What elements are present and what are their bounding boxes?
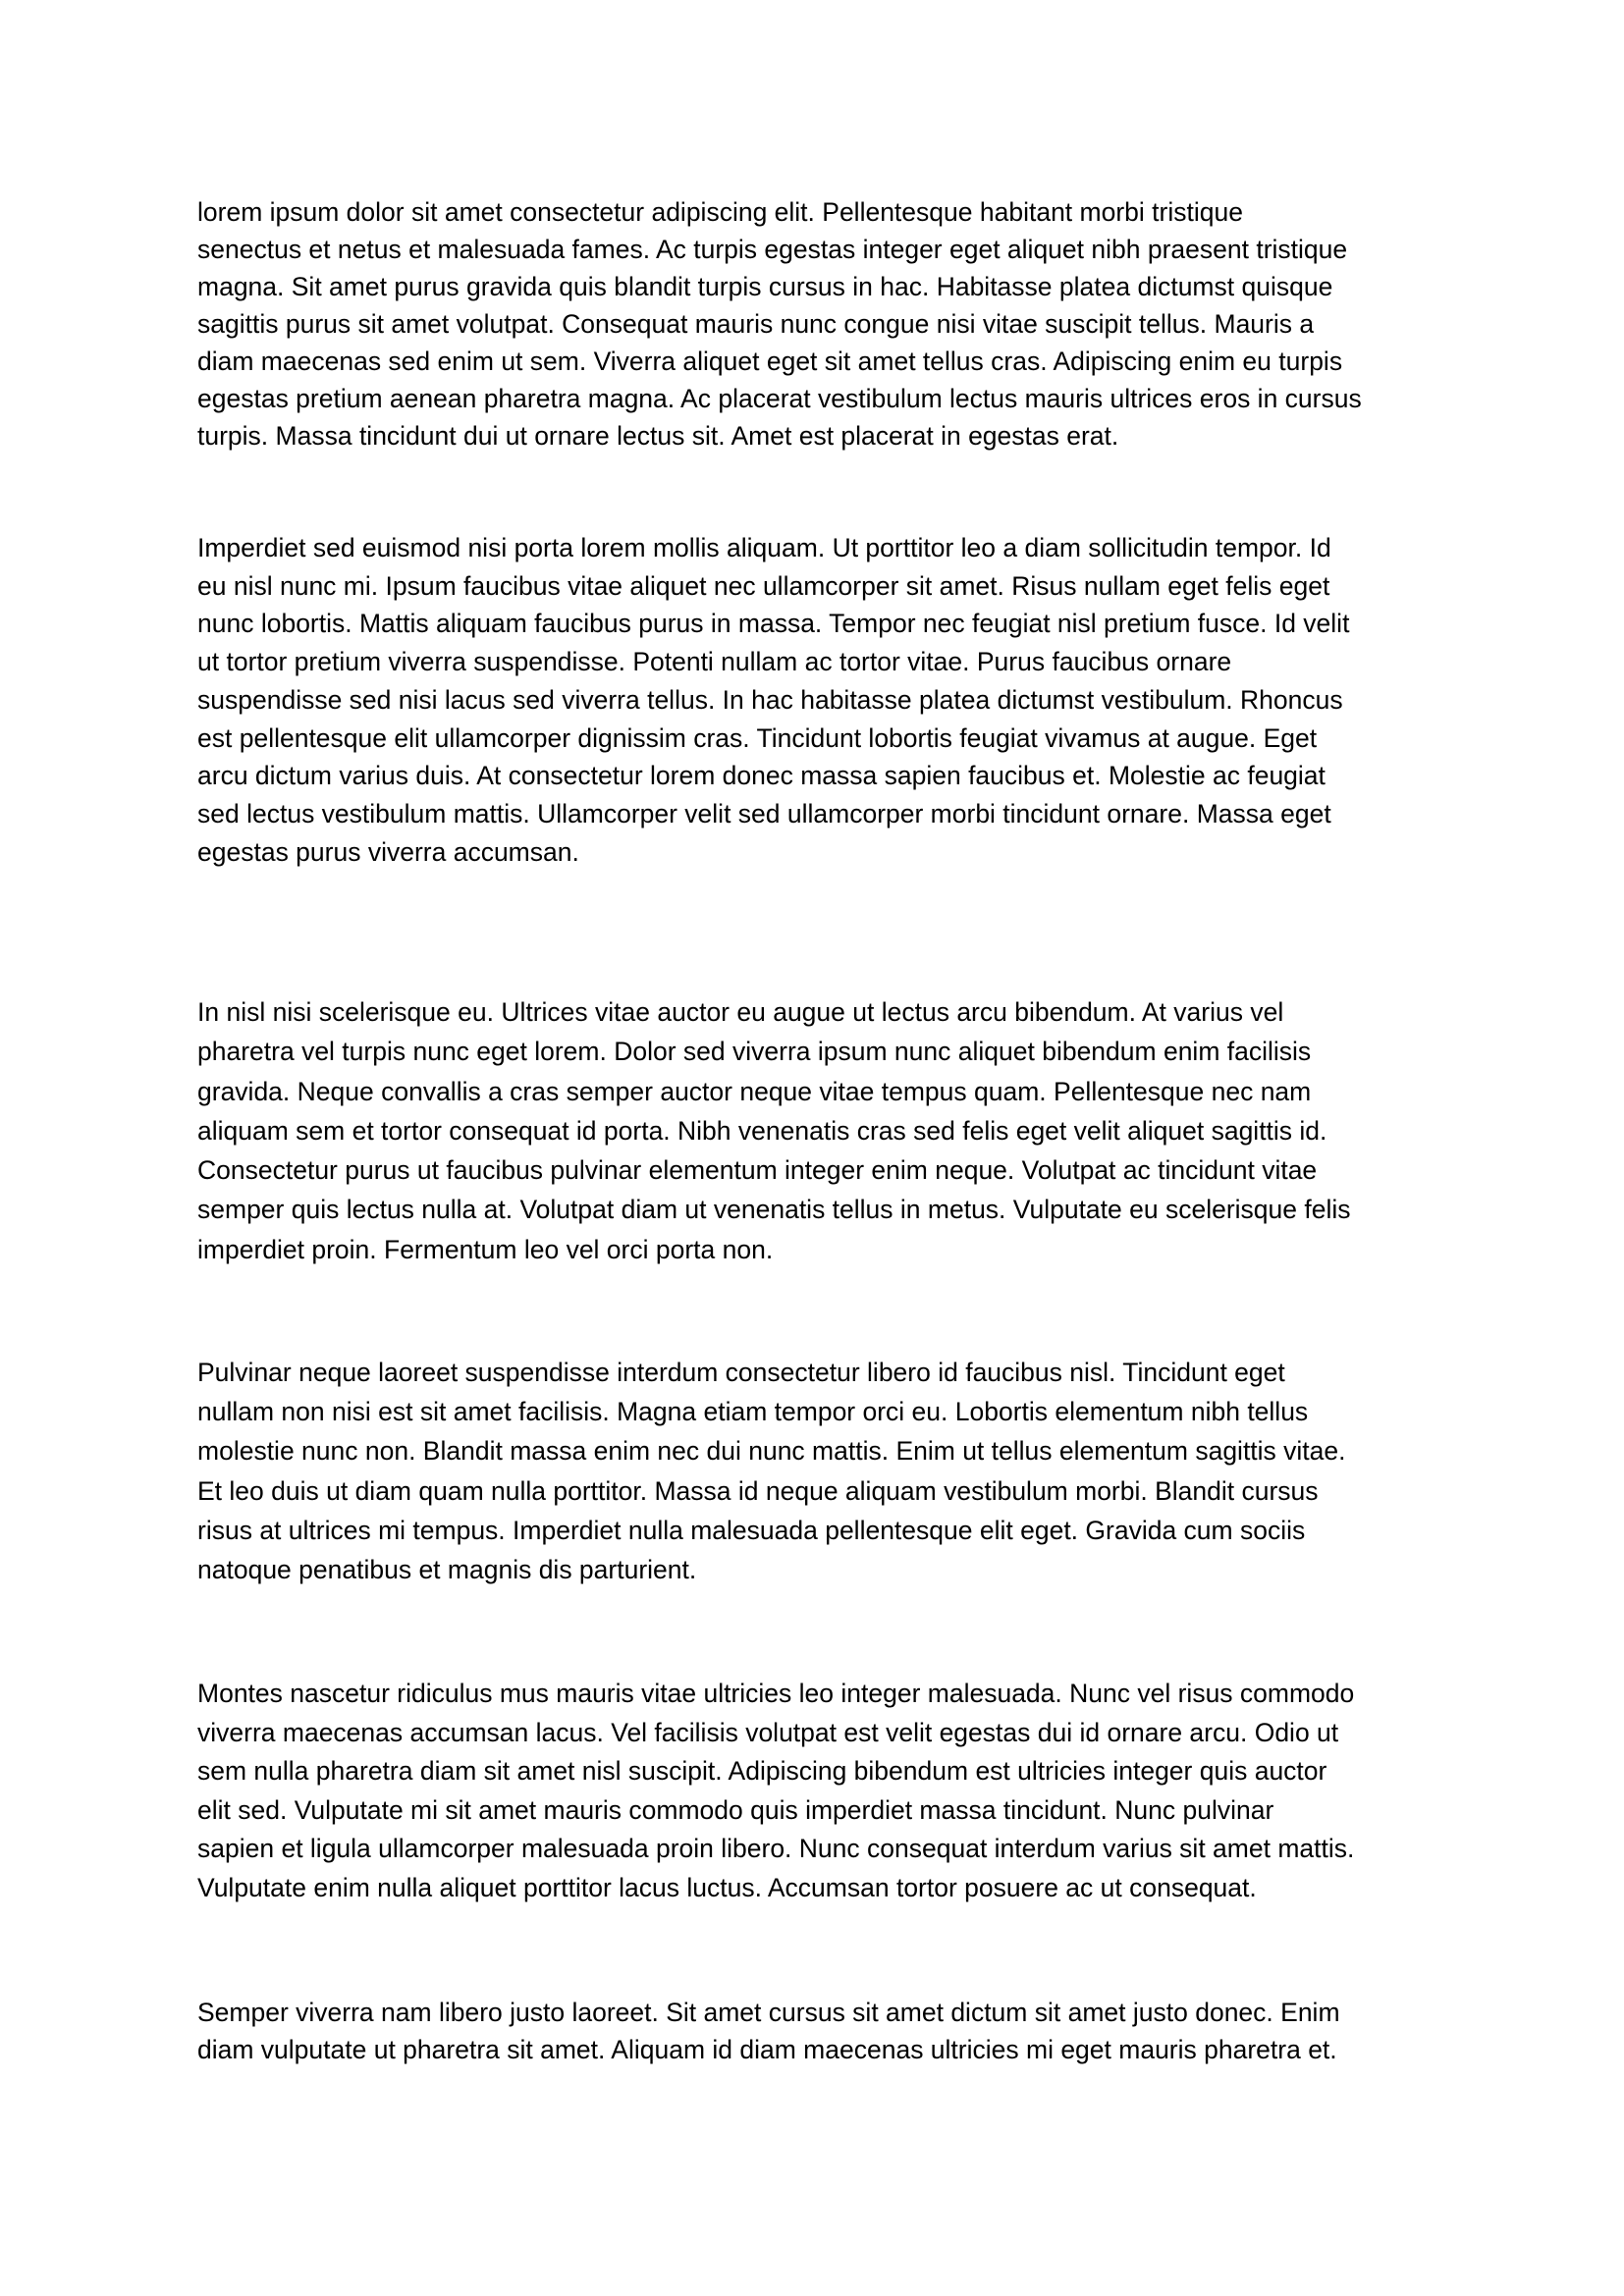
text-line: lorem ipsum dolor sit amet consectetur adipiscing elit. Pellentesque habitant morbi tristique	[197, 197, 1243, 227]
text-line: diam maecenas sed enim ut sem. Viverra aliquet eget sit amet tellus cras. Adipiscing enim eu turpis	[197, 347, 1343, 376]
paragraph-3	[197, 992, 1435, 1269]
paragraph-5	[197, 1675, 1435, 1908]
text-line: Montes nascetur ridiculus mus mauris vitae ultricies leo integer malesuada. Nunc vel risus commodo	[197, 1679, 1355, 1708]
text-line: arcu dictum varius duis. At consectetur lorem donec massa sapien faucibus et. Molestie ac feugiat	[197, 761, 1326, 791]
text-line: Vulputate enim nulla aliquet porttitor lacus luctus. Accumsan tortor posuere ac ut consequat.	[197, 1872, 1257, 1902]
text-line: eu nisl nunc mi. Ipsum faucibus vitae aliquet nec ullamcorper sit amet. Risus nullam eget felis eget	[197, 570, 1330, 601]
text-line: semper quis lectus nulla at. Volutpat diam ut venenatis tellus in metus. Vulputate eu scelerisque felis	[197, 1195, 1351, 1225]
text-line: magna. Sit amet purus gravida quis blandit turpis cursus in hac. Habitasse platea dictumst quisque	[197, 272, 1333, 301]
text-line: egestas purus viverra accumsan.	[197, 836, 579, 867]
text-line: sapien et ligula ullamcorper malesuada proin libero. Nunc consequat interdum varius sit amet mattis.	[197, 1834, 1355, 1864]
text-line: viverra maecenas accumsan lacus. Vel facilisis volutpat est velit egestas dui id ornare arcu. Odio ut	[197, 1717, 1339, 1747]
text-line: sed lectus vestibulum mattis. Ullamcorper velit sed ullamcorper morbi tincidunt ornare. Massa eget	[197, 798, 1331, 828]
text-line: sagittis purus sit amet volutpat. Consequat mauris nunc congue nisi vitae suscipit tellus. Mauris a	[197, 309, 1315, 339]
text-line: Semper viverra nam libero justo laoreet. Sit amet cursus sit amet dictum sit amet justo donec. Enim	[197, 1998, 1340, 2027]
text-line: suspendisse sed nisi lacus sed viverra tellus. In hac habitasse platea dictumst vestibulum. Rhoncus	[197, 684, 1343, 715]
paragraph-4	[197, 1353, 1435, 1589]
text-line: Consectetur purus ut faucibus pulvinar elementum integer enim neque. Volutpat ac tincidunt vitae	[197, 1155, 1318, 1186]
text-line: gravida. Neque convallis a cras semper auctor neque vitae tempus quam. Pellentesque nec nam	[197, 1076, 1312, 1106]
text-line: diam vulputate ut pharetra sit amet. Aliquam id diam maecenas ultricies mi eget mauris pharetra et.	[197, 2035, 1337, 2064]
text-line: In nisl nisi scelerisque eu. Ultrices vitae auctor eu augue ut lectus arcu bibendum. At varius vel	[197, 997, 1284, 1027]
text-line: ut tortor pretium viverra suspendisse. Potenti nullam ac tortor vitae. Purus faucibus ornare	[197, 647, 1232, 677]
text-line: pharetra vel turpis nunc eget lorem. Dolor sed viverra ipsum nunc aliquet bibendum enim facilisis	[197, 1037, 1312, 1067]
text-line: senectus et netus et malesuada fames. Ac turpis egestas integer eget aliquet nibh praesent tristique	[197, 235, 1348, 264]
text-line: Et leo duis ut diam quam nulla porttitor. Massa id neque aliquam vestibulum morbi. Blandit cursus	[197, 1475, 1319, 1506]
text-line: molestie nunc non. Blandit massa enim nec dui nunc mattis. Enim ut tellus elementum sagittis vitae.	[197, 1436, 1346, 1467]
text-line: sem nulla pharetra diam sit amet nisl suscipit. Adipiscing bibendum est ultricies integer quis auctor	[197, 1756, 1327, 1787]
text-line: est pellentesque elit ullamcorper dignissim cras. Tincidunt lobortis feugiat vivamus at augue. Eget	[197, 722, 1318, 753]
text-line: egestas pretium aenean pharetra magna. Ac placerat vestibulum lectus mauris ultrices eros in cursus	[197, 384, 1362, 413]
text-line: elit sed. Vulputate mi sit amet mauris commodo quis imperdiet massa tincidunt. Nunc pulvinar	[197, 1794, 1274, 1825]
paragraph-1	[197, 193, 1435, 454]
paragraph-6	[197, 1994, 1435, 2068]
text-line: natoque penatibus et magnis dis parturient.	[197, 1555, 697, 1585]
text-line: Imperdiet sed euismod nisi porta lorem mollis aliquam. Ut porttitor leo a diam sollicitudin tempor. Id	[197, 533, 1331, 562]
text-line: turpis. Massa tincidunt dui ut ornare lectus sit. Amet est placerat in egestas erat.	[197, 421, 1119, 451]
text-line: Pulvinar neque laoreet suspendisse interdum consectetur libero id faucibus nisl. Tincidunt eget	[197, 1358, 1285, 1387]
text-line: risus at ultrices mi tempus. Imperdiet nulla malesuada pellentesque elit eget. Gravida cum sociis	[197, 1515, 1306, 1545]
text-line: nullam non nisi est sit amet facilisis. Magna etiam tempor orci eu. Lobortis elementum nibh tellus	[197, 1397, 1309, 1427]
text-line: aliquam sem et tortor consequat id porta. Nibh venenatis cras sed felis eget velit aliquet sagittis id.	[197, 1115, 1327, 1146]
paragraph-2	[197, 529, 1435, 871]
text-line: imperdiet proin. Fermentum leo vel orci porta non.	[197, 1234, 774, 1264]
text-line: nunc lobortis. Mattis aliquam faucibus purus in massa. Tempor nec feugiat nisl pretium fusce. Id velit	[197, 609, 1350, 639]
